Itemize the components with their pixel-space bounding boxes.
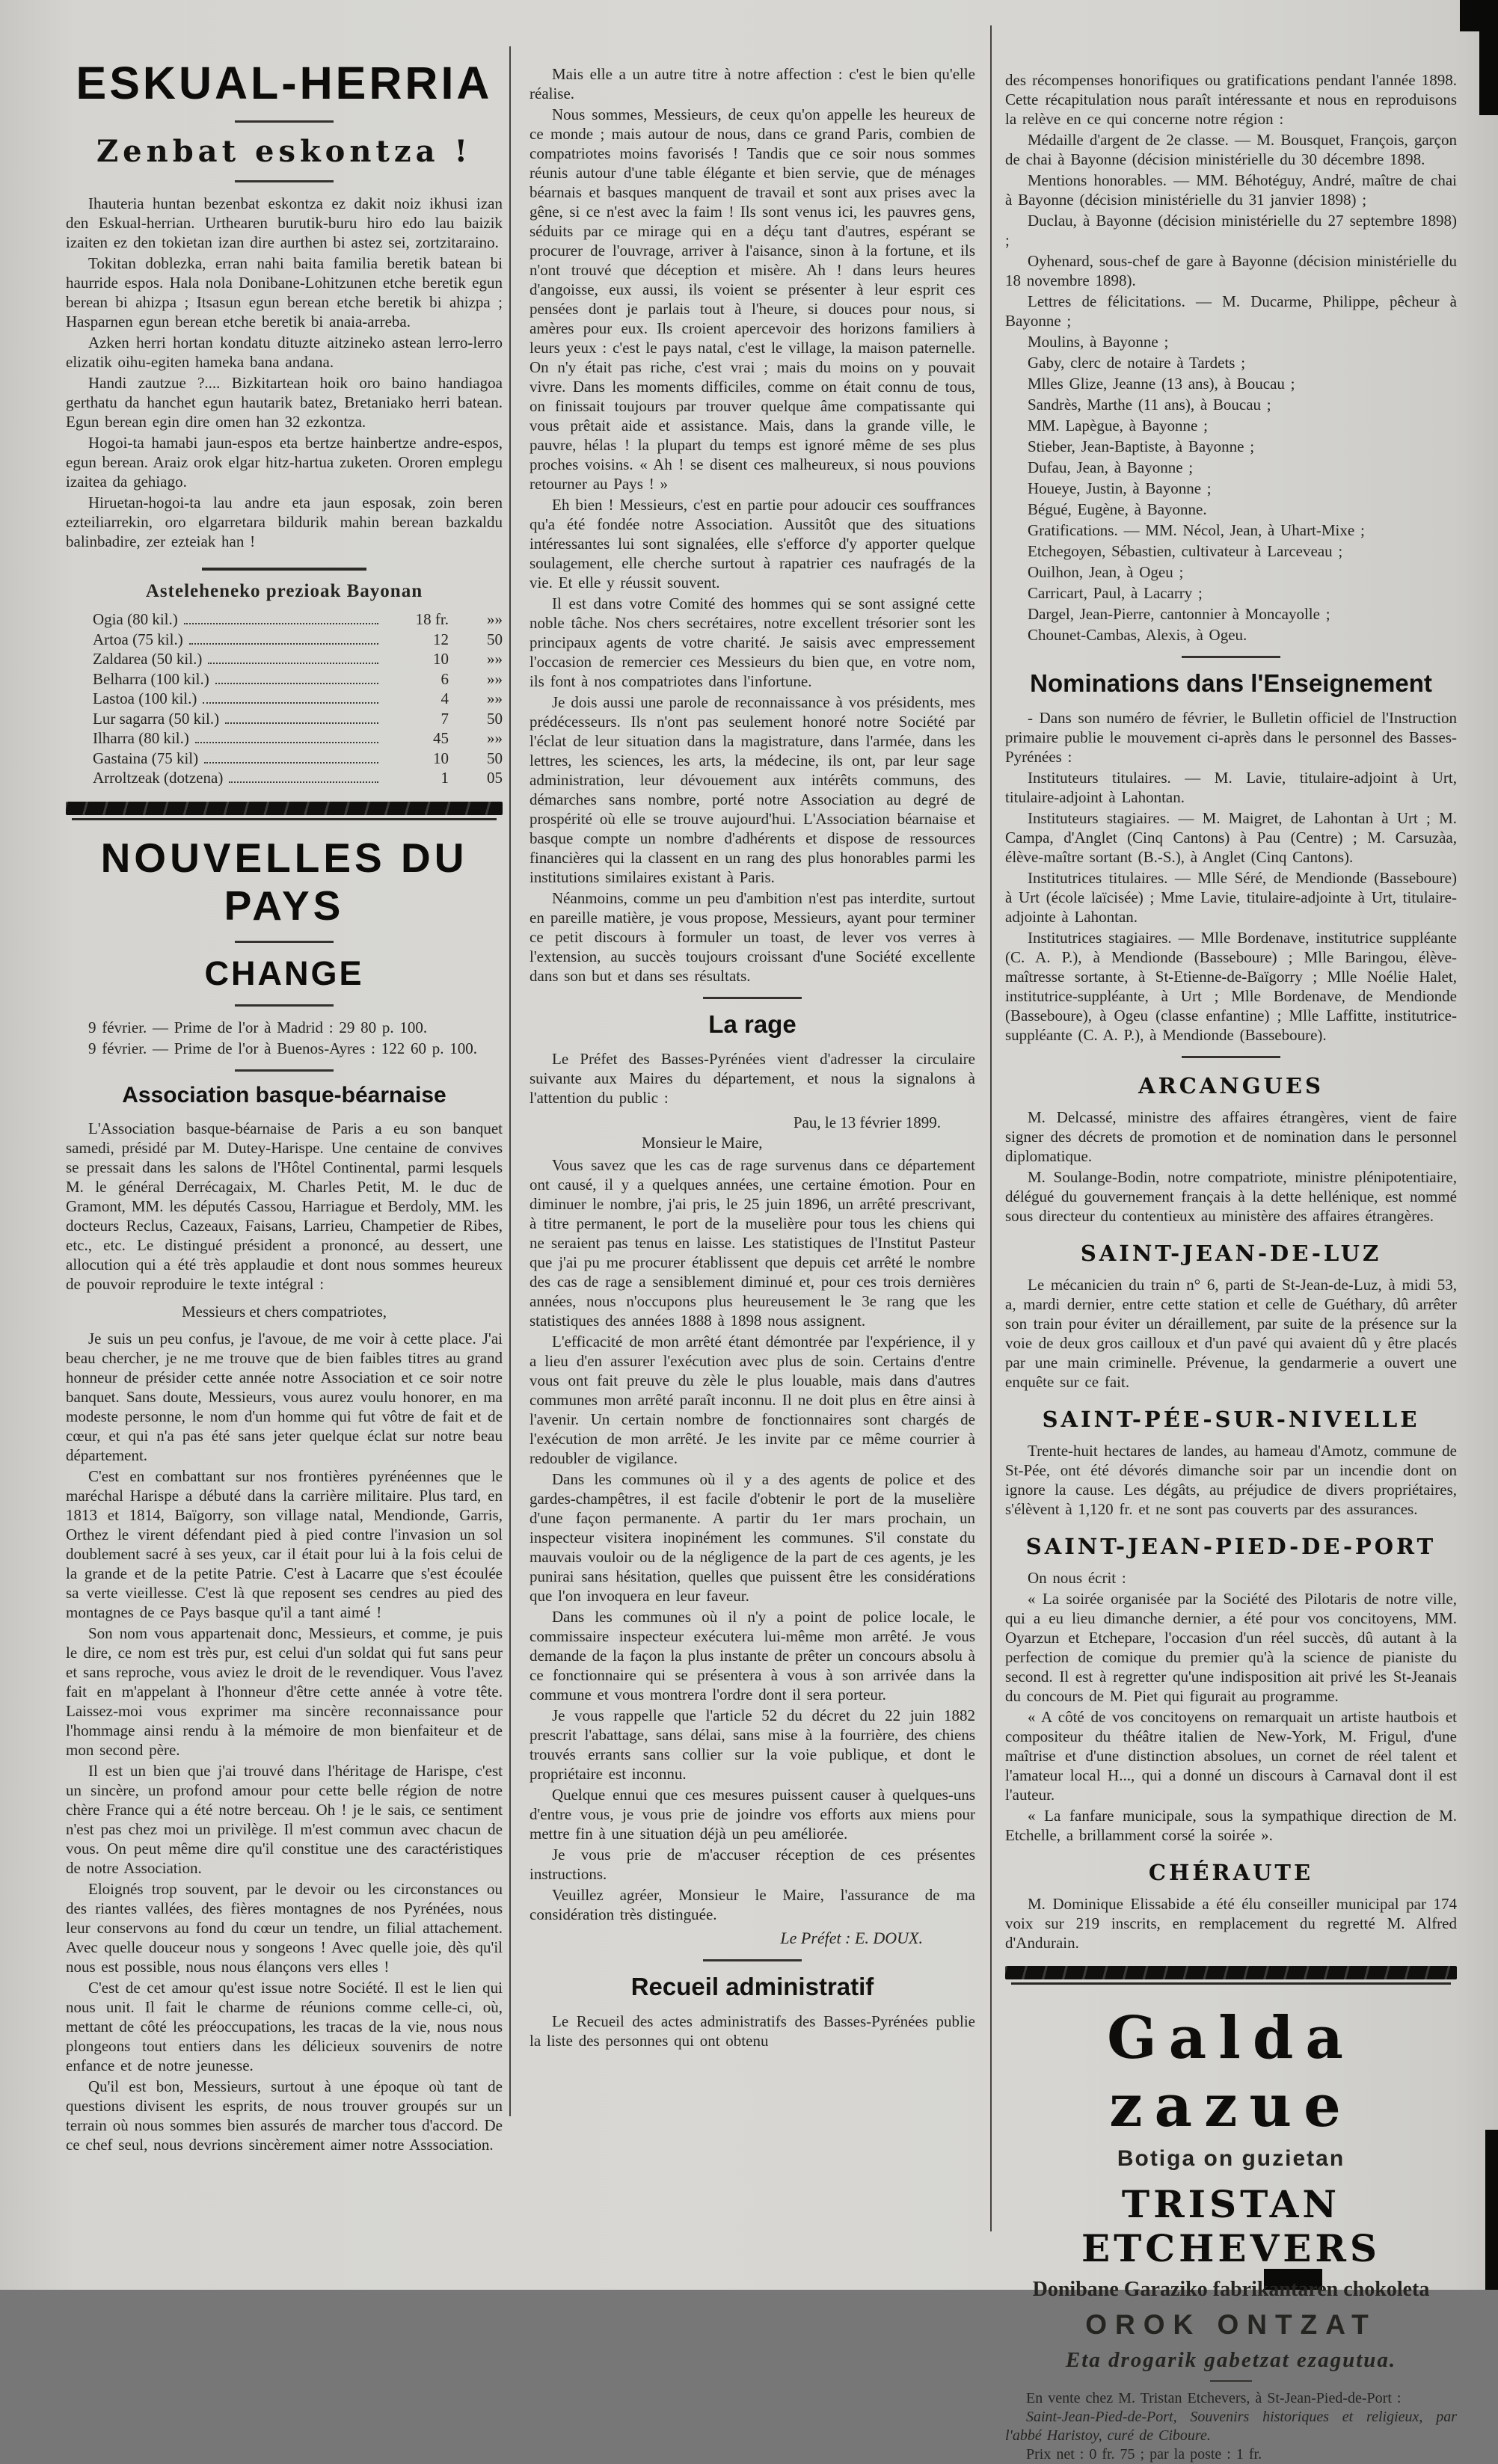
paragraph: Instituteurs stagiaires. — M. Maigret, de Lahontan à Urt ; M. Campa, d'Anglet (Cinq Cantons) à Pau (Centre) ; M. Carsuzàa, élève-maître sortant (B.-S.), à Anglet (Cinq Cantons).: [1005, 809, 1457, 866]
price-centimes: 50: [487, 709, 503, 728]
price-francs: 7: [441, 709, 449, 728]
list-item: Ouilhon, Jean, à Ogeu ;: [1028, 563, 1184, 581]
paragraph: Le Recueil des actes administratifs des Basses-Pyrénées publie la liste des personnes qui ont obtenu: [529, 2012, 975, 2050]
price-item-label: Zaldarea (50 kil.): [93, 650, 203, 668]
paragraph: Néanmoins, comme un peu d'ambition n'est pas interdite, surtout en pareille matière, je vous propose, Messieurs, ayant pour terminer ce petit discours à formuler un toast, de lever vos verres à l'extension, au succès toujours croissant d'une Société excellente dans son but et dans ses résultats.: [529, 889, 975, 985]
paragraph: « A côté de vos concitoyens on remarquait un artiste hautbois et compositeur du théâtre italien de New-York, M. Frigul, d'une maîtrise et d'une distinction absolues, un cornet de réel talent et l'amateur local H..., qui a donné un discours à Carnaval dont il est l'auteur.: [1005, 1708, 1457, 1804]
paragraph: - Dans son numéro de février, le Bulletin officiel de l'Instruction primaire publie le mouvement ci-après dans le personnel des Basses-Pyrénées :: [1005, 709, 1457, 766]
price-francs: 45: [433, 729, 449, 747]
decorative-bar-thin: [72, 818, 497, 820]
price-francs: 10: [433, 650, 449, 668]
ad-headline: Galda zazue: [1107, 2004, 1355, 2140]
paragraph: Instituteurs titulaires. — M. Lavie, titulaire-adjoint à Urt, titulaire-adjoint à Lahontan.: [1005, 769, 1457, 806]
ad-subline: Botiga on guzietan: [1117, 2146, 1345, 2171]
ad-description: Donibane Garaziko fabrikantaren chokoleta: [1032, 2278, 1430, 2301]
ad-book-reference: Saint-Jean-Pied-de-Port, Souvenirs historiques et religieux, par l'abbé Haristoy, curé de Ciboure.: [1005, 2409, 1457, 2444]
paragraph: Eh bien ! Messieurs, c'est en partie pour adoucir ces souffrances qu'a été fondée notre Association. Aussitôt que des situations intéressantes lui sont signalées, elle s'efforce d'y apporter quelque soulagement, elle cherche surtout à rapatrier ces naufragés de la vie. Et elle y réussit souvent.: [529, 496, 975, 592]
price-francs: 6: [441, 669, 449, 688]
paragraph: Je vous rappelle que l'article 52 du décret du 22 juin 1882 prescrit l'abattage, sans délai, sans mise à la fourrière, des chiens trouvés errants sans collier sur la voie publique, et dont le propriétaire est inconnu.: [529, 1706, 975, 1783]
price-item-label: Ilharra (80 kil.): [93, 729, 189, 747]
list-item: Gratifications. — MM. Nécol, Jean, à Uhart-Mixe ;: [1028, 521, 1365, 539]
dotted-leader: [184, 623, 378, 624]
paragraph: L'efficacité de mon arrêté étant démontrée par l'expérience, il y a lieu d'en assurer l'exécution avec plus de soin. Certains d'entre vous ont fait preuve du zèle le plus louable, mais dans d'autres communes mon arrêté paraît inconnu. Il ne doit plus en être ainsi à l'avenir. Un certain nombre de fonctionnaires sont chargés de l'exécution de mon arrêté. Je les invite par ce même courrier à redoubler de vigilance.: [529, 1333, 975, 1467]
list-item: Duclau, à Bayonne (décision ministérielle du 27 septembre 1898) ;: [1005, 212, 1457, 249]
paragraph: 9 février. — Prime de l'or à Buenos-Ayres : 122 60 p. 100.: [88, 1039, 478, 1057]
price-centimes: 50: [487, 630, 503, 648]
paragraph: On nous écrit :: [1028, 1569, 1126, 1587]
divider-rule: [235, 120, 334, 123]
divider-rule: [235, 1004, 334, 1007]
paragraph: Je dois aussi une parole de reconnaissance à vos présidents, mes prédécesseurs. Ils n'ont pas seulement honoré notre Société par l'éclat de leur situation dans la magistrature, dans l'armée, dans les lettres, les sciences, les arts, la médecine, ils ont, par leur sage administration, leur dévouement aux intérêts communs, des démarches sans nombre, porté notre Association au degré de prospérité où elle se trouve aujourd'hui. L'Association béarnaise et basque compte un nombre d'adhérents et dispose de ressources financières qui la classent en un rang des plus honorables parmi les institutions similaires existant à Paris.: [529, 693, 975, 886]
scan-edge-bottom-right: [1485, 2130, 1498, 2290]
column-middle: [529, 0, 975, 2052]
paragraph: L'Association basque-béarnaise de Paris a eu son banquet samedi, présidé par M. Dutey-Harispe. Une centaine de convives se pressait dans les salons de l'Hôtel Continental, parmi lesquels M. le général Derrécagaix, M. Charles Petit, M. le duc de Gramont, MM. les députés Cassou, Harriague et Berdoly, MM. les docteurs Reclus, Cazeaux, Faisans, Larrieu, Champetier de Ribes, etc., etc. Le distingué président a prononcé, au dessert, une allocution qui a été très applaudie et dont nous sommes heureux de pouvoir reproduire le texte intégral :: [66, 1119, 503, 1293]
price-item-label: Lastoa (100 kil.): [93, 689, 197, 707]
letter-salutation: Monsieur le Maire,: [642, 1134, 763, 1152]
column-divider-right: [990, 25, 992, 2231]
list-item: Bégué, Eugène, à Bayonne.: [1028, 500, 1207, 518]
paragraph: Je vous prie de m'accuser réception de ces présentes instructions.: [529, 1846, 975, 1883]
list-item: Etchegoyen, Sébastien, cultivateur à Larceveau ;: [1028, 542, 1343, 560]
paragraph: Mais elle a un autre titre à notre affection : c'est le bien qu'elle réalise.: [529, 65, 975, 102]
divider-rule: [1182, 656, 1280, 658]
price-table-row: [66, 689, 503, 709]
paragraph: Le Préfet des Basses-Pyrénées vient d'adresser la circulaire suivante aux Maires du département, et nous la signalons à l'attention du public :: [529, 1050, 975, 1107]
price-centimes: »»: [487, 610, 503, 628]
dotted-leader: [208, 663, 378, 664]
section-title-saint-jean-pied-de-port: SAINT-JEAN-PIED-DE-PORT: [1025, 1534, 1437, 1559]
paragraph: Dans les communes où il n'y a point de police locale, le commissaire inspecteur exécutera lui-même mon arrêté. Je vous demande de la façon la plus instante de prêter un concours absolu à ce fonctionnaire qui se présentera à vous à son arrivée dans la commune et vous montrera l'ordre dont il sera porteur.: [529, 1608, 975, 1703]
price-centimes: »»: [487, 689, 503, 707]
decorative-bar-thin: [1011, 1982, 1451, 1985]
dotted-leader: [229, 781, 378, 783]
dotted-leader: [203, 702, 378, 704]
list-item: Lettres de félicitations. — M. Ducarme, Philippe, pêcheur à Bayonne ;: [1005, 292, 1457, 330]
price-table-row: [66, 609, 503, 630]
list-item: Gaby, clerc de notaire à Tardets ;: [1028, 354, 1246, 372]
section-title-rage: La rage: [708, 1010, 796, 1038]
price-item-label: Artoa (75 kil.): [93, 630, 183, 648]
price-centimes: »»: [487, 729, 503, 747]
divider-rule: [235, 1069, 334, 1072]
paragraph: C'est de cet amour qu'est issue notre Société. Il est le lien qui nous unit. Il fait le charme de réunions comme celle-ci, où, mettant de côté les préoccupations, les tracas de la vie, nous nous plongeons tout entiers dans les délicieux souvenirs de notre enfance et de notre jeunesse.: [66, 1978, 503, 2074]
scan-edge-top-right: [1460, 0, 1498, 31]
scan-edge-top-right: [1479, 31, 1498, 115]
list-item: Stieber, Jean-Baptiste, à Bayonne ;: [1028, 437, 1255, 455]
dotted-leader: [189, 643, 378, 645]
speech-salutation: Messieurs et chers compatriotes,: [181, 1302, 387, 1321]
column-divider-left: [509, 46, 511, 2116]
paragraph: Institutrices stagiaires. — Mlle Bordenave, institutrice suppléante (C. A. P.), à Mendionde (Basseboure) ; Mlle Baringou, élève-maîtresse sortante, à St-Etienne-de-Baïgorry ; Mlle Noélie Halet, institutrice-suppléante, à Urt ; Mlle Bordenave, de Mendionde (Basseboure), à Ogeu (classe enfantine) ; Mlle Laffitte, institutrice-suppléante (C. A. P.), à Mendionde (Basseboure).: [1005, 929, 1457, 1044]
section-title-cheraute: CHÉRAUTE: [1148, 1860, 1314, 1885]
paragraph: Handi zautzue ?.... Bizkitartean hoik oro baino handiagoa gerthatu da hanchet egun hautarik batez, Bretaniako herri batean. Egun berean egin dire omen han 32 ezkontza.: [66, 374, 503, 431]
article-headline: Zenbat eskontza !: [96, 134, 473, 169]
paragraph: Le mécanicien du train n° 6, parti de St-Jean-de-Luz, à midi 53, a, mardi dernier, entre cette station et celle de Guéthary, dû arrêter son train pour éviter un déraillement, par suite de la présence sur la voie de deux gros cailloux et d'un pavé qui avaient dû y être placés par une main criminelle. Prévenue, la gendarmerie a ouvert une enquête sur ce fait.: [1005, 1276, 1457, 1391]
paragraph: Institutrices titulaires. — Mlle Séré, de Mendionde (Basseboure) à Urt (école laïcisée) ; Mme Lavie, titulaire-adjointe à Urt, titulaire-adjointe à Lahontan.: [1005, 869, 1457, 926]
divider-rule: [202, 568, 366, 571]
paragraph: Hiruetan-hogoi-ta lau andre eta jaun esposak, zoin beren ezteiliarrekin, oro elgarretara bildurik mahin berean bazkaldu balinbadire, zer ezteiak han !: [66, 494, 503, 550]
list-item: MM. Lapègue, à Bayonne ;: [1028, 417, 1208, 434]
price-item-label: Lur sagarra (50 kil.): [93, 709, 220, 728]
price-item-label: Arroltzeak (dotzena): [93, 769, 224, 787]
list-item: Sandrès, Marthe (11 ans), à Boucau ;: [1028, 396, 1271, 414]
list-item: Dargel, Jean-Pierre, cantonnier à Moncayolle ;: [1028, 605, 1330, 623]
list-item: Chounet-Cambas, Alexis, à Ogeu.: [1028, 626, 1247, 644]
ad-note: En vente chez M. Tristan Etchevers, à St-Jean-Pied-de-Port :: [1026, 2390, 1402, 2406]
section-title-saint-pee-sur-nivelle: SAINT-PÉE-SUR-NIVELLE: [1042, 1407, 1420, 1432]
paragraph: Azken herri hortan kondatu dituzte aitzineko astean lerro-lerro elizatik oihu-egiten hameka bana andana.: [66, 334, 503, 371]
section-title-saint-jean-de-luz: SAINT-JEAN-DE-LUZ: [1080, 1241, 1382, 1266]
price-table-row: [66, 649, 503, 669]
ad-tagline: Eta drogarik gabetzat ezagutua.: [1065, 2348, 1397, 2372]
list-item: Mlles Glize, Jeanne (13 ans), à Boucau ;: [1028, 375, 1295, 393]
price-francs: 4: [441, 689, 449, 707]
price-item-label: Belharra (100 kil.): [93, 669, 209, 688]
paragraph: M. Delcassé, ministre des affaires étrangères, vient de faire signer des décrets de promotion et de nomination dans le personnel diplomatique.: [1005, 1108, 1457, 1165]
paragraph: M. Dominique Elissabide a été élu conseiller municipal par 174 voix sur 219 inscrits, en remplacement du regretté M. Alfred d'Andurain.: [1005, 1895, 1457, 1952]
ad-brand-name: TRISTAN ETCHEVERS: [1081, 2182, 1381, 2270]
price-table-row: [66, 709, 503, 729]
price-table-row: [66, 728, 503, 749]
dotted-leader: [215, 683, 378, 684]
list-item: Houeye, Justin, à Bayonne ;: [1028, 479, 1212, 497]
price-table-title: Asteleheneko prezioak Bayonan: [145, 581, 423, 601]
paragraph: « La soirée organisée par la Société des Pilotaris de notre ville, qui a eu lieu dimanche dernier, a été pour vos concitoyens, MM. Oyarzun et Etchepare, l'occasion d'un réel succès, dû autant à la perfection de comique du premier qu'à la science de pianiste du second. Il est à regretter qu'une indisposition ait privé les St-Jeanais du concours de M. Piet qui figurait au programme.: [1005, 1590, 1457, 1705]
paragraph: Veuillez agréer, Monsieur le Maire, l'assurance de ma considération très distinguée.: [529, 1886, 975, 1923]
price-item-label: Ogia (80 kil.): [93, 610, 178, 628]
column-left: [66, 0, 503, 2156]
paragraph: Vous savez que les cas de rage survenus dans ce département ont causé, il y a quelques années, une certaine émotion. Pour en diminuer le nombre, j'ai pris, le 25 juin 1896, un arrêté prescrivant, à titre permanent, le port de la muselière pour tous les chiens qui ne seraient pas tenus en laisse. Les statistiques de l'Institut Pasteur que j'ai pu me procurer établissent que depuis cet arrêté le nombre des cas de rage a sensiblement diminué et, pour ces trois dernières années, nous n'occupons plus heureusement le 3e rang que les statistiques des années 1888 à 1898 nous assignent.: [529, 1156, 975, 1330]
advertisement-chocolate: [1005, 2004, 1457, 2464]
paragraph: Ihauteria huntan bezenbat eskontza ez dakit noiz ikhusi izan den Eskual-herrian. Urthearen burutik-buru hiro edo lau baizik izaiten ez den tokietan izan dire aurthen bi astez sei, zortzitaraino.: [66, 194, 503, 251]
section-title-recueil: Recueil administratif: [630, 1973, 874, 2000]
divider-rule: [1210, 2380, 1252, 2382]
divider-rule: [235, 180, 334, 182]
list-item: Médaille d'argent de 2e classe. — M. Bousquet, François, garçon de chai à Bayonne (décision ministérielle du 30 décembre 1898.: [1005, 131, 1457, 168]
price-francs: 18 fr.: [415, 610, 449, 628]
price-francs: 1: [441, 769, 449, 787]
price-item-label: Gastaina (75 kil): [93, 749, 199, 767]
price-table-row: [66, 630, 503, 650]
paragraph: C'est en combattant sur nos frontières pyrénéennes que le maréchal Harispe a débuté dans la carrière militaire. Plus tard, en 1813 et 1814, Baïgorry, son village natal, Mendionde, Garris, Orthez le virent défendant pied à pied contre l'invasion un sol doublement sacré à ses yeux, car il était pour lui à la fois celui de la grande et de la petite Patrie. C'est à Lacarre que s'est écoulée sa verte vieillesse. C'est là que reposent ses cendres au pied des montagnes de ce Pays basque qu'il a tant aimé !: [66, 1466, 503, 1621]
list-item: Moulins, à Bayonne ;: [1028, 333, 1169, 351]
price-table-row: [66, 768, 503, 788]
section-title-nominations: Nominations dans l'Enseignement: [1030, 669, 1432, 697]
ad-slogan: OROK ONTZAT: [1085, 2309, 1377, 2340]
paragraph: Son nom vous appartenait donc, Messieurs, et comme, je puis le dire, ce nom est très pur, est celui d'un soldat qui fut sans peur et sans reproche, vous aviez le droit de le revendiquer. Vous l'avez fait en m'appelant à l'honneur d'être cette année à votre tête. Laissez-moi vous exprimer ma sincère reconnaissance pour l'hommage ainsi rendu à la mémoire de mon bienfaiteur et de mon second père.: [66, 1623, 503, 1759]
paragraph: Qu'il est bon, Messieurs, surtout à une époque où tant de questions divisent les esprits, de nous trouver groupés sur un terrain où nous sommes bien assurés de marcher tous d'accord. De ce chef seul, nous devrions sincèrement aimer notre Asssociation.: [66, 2077, 503, 2154]
paragraph: Nous sommes, Messieurs, de ceux qu'on appelle les heureux de ce monde ; mais autour de nous, dans ce grand Paris, combien de compatriotes moins favorisés ! Tandis que ce soir nous sommes réunis autour d'une table élégante et bien servie, que de ménages béarnais et basques manquent de travail et sont aux prises avec la gêne, si ce n'est avec la faim ! Ils sont venus ici, les pauvres gens, séduits par ce mirage qui en a déçu tant d'autres, espérant se procurer de l'ouvrage, arriver à l'aisance, sinon à la fortune, et ils n'ont trouvé que déception et misère. Ah ! dans leurs heures d'angoisse, eux aussi, ils voient se présenter à leur esprit ces pensées dont je parlais tout à l'heure, si douces pour nous, si amères pour eux. Ils croient apercevoir des horizons familiers à leurs yeux : c'est le pays natal, c'est le village, la maison paternelle. On n'y était pas riche, c'est vrai ; mais du moins on y pouvait vivre. Dans les moments difficiles, comme on était connu de tous, on finissait toujours par trouver quelque âme compatissante qui vous prêtait aide et assistance. Mais, dans la grande ville, le pauvre, hélas ! la plupart du temps est ignoré même de ses plus proches voisins. « Ah ! se disent ces malheureux, si nous pouvions retourner au Pays ! »: [529, 105, 975, 493]
paragraph: « La fanfare municipale, sous la sympathique direction de M. Etchelle, a brillamment corsé la soirée ».: [1005, 1807, 1457, 1844]
dotted-leader: [204, 762, 378, 764]
paragraph: des récompenses honorifiques ou gratifications pendant l'année 1898. Cette récapitulation nous paraît intéressante et nous en reproduisons la relève en ce qui concerne notre région :: [1005, 71, 1457, 128]
price-centimes: 05: [487, 769, 503, 787]
section-title-nouvelles: NOUVELLES DU PAYS: [100, 834, 468, 929]
price-table-row: [66, 669, 503, 689]
divider-rule: [1182, 1056, 1280, 1058]
paragraph: Eloignés trop souvent, par le devoir ou les circonstances ou des riantes vallées, des fières montagnes de nos Pyrénées, nous leur conservons au fond du cœur un tendre, un filial attachement. Avec quelle douceur nous y songeons ! Avec quelle joie, dès qu'il nous est possible, nous nous élançons vers elles !: [66, 1879, 503, 1976]
list-item: Oyhenard, sous-chef de gare à Bayonne (décision ministérielle du 18 novembre 1898).: [1005, 252, 1457, 289]
price-francs: 12: [433, 630, 449, 648]
ad-price: Prix net : 0 fr. 75 ; par la poste : 1 fr.: [1026, 2446, 1262, 2463]
paragraph: Il est un bien que j'ai trouvé dans l'héritage de Harispe, c'est un sincère, un profond amour pour cette belle région de notre chère France qui a été notre berceau. Oh ! je le sais, ce sentiment n'est pas chez moi un privilège. Il m'est commun avec chacun de vous. On peut même dire qu'il constitue une des caractéristiques de notre Association.: [66, 1761, 503, 1877]
section-title-association: Association basque-béarnaise: [122, 1082, 446, 1107]
divider-rule: [703, 1959, 802, 1961]
price-table-row: [66, 749, 503, 769]
paragraph: Tokitan doblezka, erran nahi baita familia beretik batean bi haurride espos. Hala nola Donibane-Lohitzunen etche beretik egun berean bi ahizpa ; Itsasun egun berean etche beretik bi ahizpa ; Hasparnen egun berean etche beretik bi anaia-arreba.: [66, 254, 503, 331]
letter-dateline: Pau, le 13 février 1899.: [793, 1113, 941, 1131]
paragraph: Il est dans votre Comité des hommes qui se sont assigné cette noble tâche. Nos chers secrétaires, notre excellent trésorier sont les principaux agents de votre charité. Je saisis avec empressement l'occasion de remercier ces Messieurs du bien que, en votre nom, ils font à nos compatriotes dans l'infortune.: [529, 595, 975, 690]
price-centimes: 50: [487, 749, 503, 767]
section-title-change: CHANGE: [204, 953, 364, 992]
dotted-leader: [195, 742, 378, 743]
column-right: [1005, 0, 1457, 2464]
paragraph: Je suis un peu confus, je l'avoue, de me voir à cette place. J'ai beau chercher, je ne me trouve que de bien faibles titres au grand honneur de présider cette année notre Association et ce soir notre banquet. Sans doute, Messieurs, vous aurez voulu honorer, en ma modeste personne, le nom d'un homme qui fut vôtre de fait et de cœur, et qui n'a pas été sans jeter quelque éclat sur notre beau département.: [66, 1329, 503, 1464]
divider-rule: [235, 941, 334, 943]
paragraph: 9 février. — Prime de l'or à Madrid : 29 80 p. 100.: [88, 1018, 428, 1036]
section-title-arcangues: ARCANGUES: [1138, 1073, 1324, 1099]
paragraph: Quelque ennui que ces mesures puissent causer à quelques-uns d'entre vous, je vous prie de joindre vos efforts aux miens pour mettre fin à une situation déjà un peu améliorée.: [529, 1786, 975, 1843]
price-centimes: »»: [487, 669, 503, 688]
divider-rule: [703, 997, 802, 999]
masthead-title: ESKUAL-HERRIA: [76, 58, 493, 108]
dotted-leader: [225, 722, 378, 724]
paragraph: M. Soulange-Bodin, notre compatriote, ministre plénipotentiaire, délégué du gouvernement français à la dette hellénique, est nommé sous directeur du contentieux au ministère des affaires étrangères.: [1005, 1168, 1457, 1225]
price-centimes: »»: [487, 650, 503, 668]
list-item: Carricart, Paul, à Lacarry ;: [1028, 584, 1203, 602]
list-item: Dufau, Jean, à Bayonne ;: [1028, 458, 1194, 476]
decorative-bar: [66, 802, 503, 815]
decorative-bar: [1005, 1966, 1457, 1979]
paragraph: Trente-huit hectares de landes, au hameau d'Amotz, commune de St-Pée, ont été dévorés dimanche soir par un incendie dont on ignore la cause. Les dégâts, au préjudice de divers propriétaires, s'élèvent à 1,120 fr. et ne sont pas couverts par des assurances.: [1005, 1442, 1457, 1518]
paragraph: Dans les communes où il y a des agents de police et des gardes-champêtres, il est facile d'obtenir le port de la muselière d'une façon permanente. A partir du 1er mars prochain, un inspecteur visitera inopinément les communes. S'il constate du mauvais vouloir ou de la négligence de la part de ces agents, je les punirai sans hésitation, quelles que puissent être les considérations que l'on invoquera en leur faveur.: [529, 1470, 975, 1605]
list-item: Mentions honorables. — MM. Béhotéguy, André, maître de chai à Bayonne (décision ministérielle du 31 janvier 1898) ;: [1005, 171, 1457, 209]
letter-signature: Le Préfet : E. DOUX.: [780, 1929, 923, 1947]
paragraph: Hogoi-ta hamabi jaun-espos eta bertze hainbertze andre-espos, egun berean. Araiz orok elgar hitz-hartua zuketen. Ororen emplegu izaitea da gehiago.: [66, 434, 503, 491]
price-francs: 10: [433, 749, 449, 767]
